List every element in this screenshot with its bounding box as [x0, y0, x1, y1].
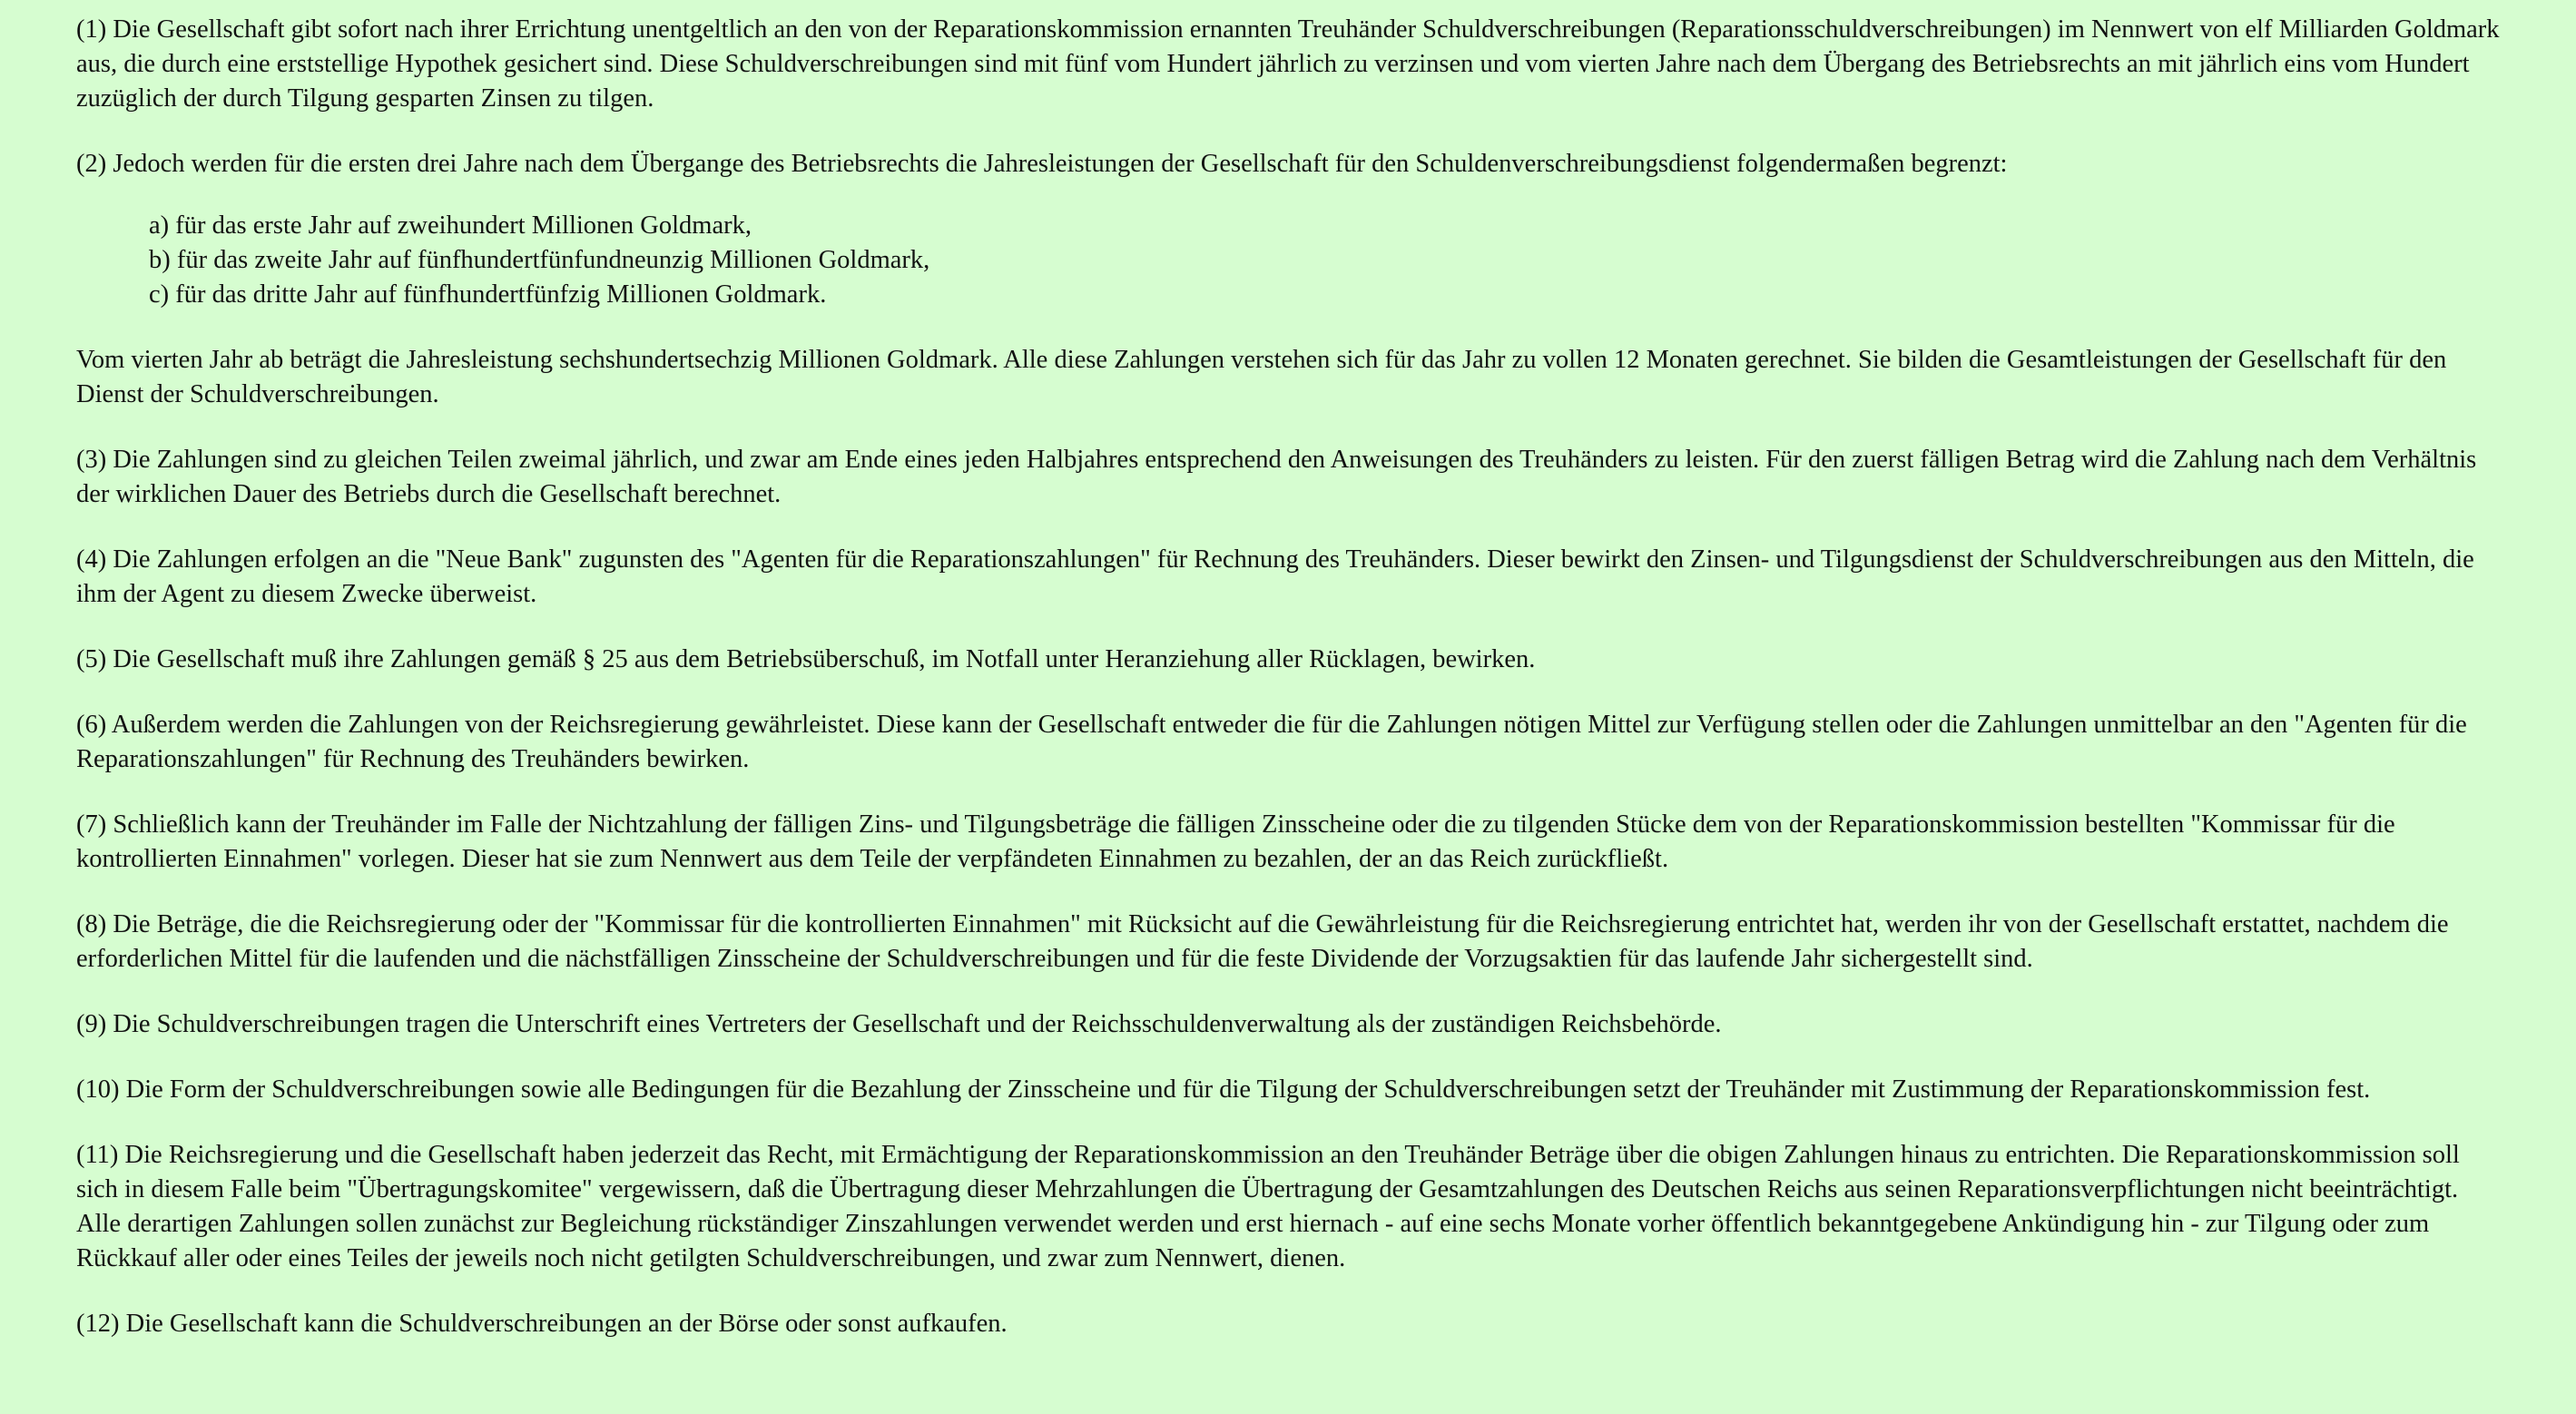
paragraph-9: (9) Die Schuldverschreibungen tragen die Unterschrift eines Vertreters der Gesellschaft und der Reichsschuldenverwaltung als der zuständigen Reichsbehörde.	[76, 1010, 1722, 1038]
paragraph-2-continued: Vom vierten Jahr ab beträgt die Jahresleistung sechshundertsechzig Millionen Goldmark. Alle diese Zahlungen verstehen sich für das Jahr zu vollen 12 Monaten gerechnet. Sie bilden die Gesamtleistungen der Gesellschaft für den Dienst der Schuldverschreibungen.	[76, 346, 2447, 408]
list-item: a) für das erste Jahr auf zweihundert Millionen Goldmark,	[149, 211, 752, 240]
payment-limit-list	[76, 209, 2500, 312]
paragraph-3: (3) Die Zahlungen sind zu gleichen Teilen zweimal jährlich, und zwar am Ende eines jeden Halbjahres entsprechend den Anweisungen des Treuhänders zu leisten. Für den zuerst fälligen Betrag wird die Zahlung nach dem Verhältnis der wirklichen Dauer des Betriebs durch die Gesellschaft berechnet.	[76, 446, 2477, 508]
paragraph-2: (2) Jedoch werden für die ersten drei Jahre nach dem Übergange des Betriebsrechts die Jahresleistungen der Gesellschaft für den Schuldenverschreibungsdienst folgendermaßen begrenzt:	[76, 150, 2008, 178]
paragraph-7: (7) Schließlich kann der Treuhänder im Falle der Nichtzahlung der fälligen Zins- und Tilgungsbeträge die fälligen Zinsscheine oder die zu tilgenden Stücke dem von der Reparationskommission bestellten "Kommissar für die kontrollierten Einnahmen" vorlegen. Dieser hat sie zum Nennwert aus dem Teile der verpfändeten Einnahmen zu bezahlen, der an das Reich zurückfließt.	[76, 810, 2395, 873]
list-item: b) für das zweite Jahr auf fünfhundertfünfundneunzig Millionen Goldmark,	[149, 246, 930, 274]
paragraph-11: (11) Die Reichsregierung und die Gesellschaft haben jederzeit das Recht, mit Ermächtigung der Reparationskommission an den Treuhänder Beträge über die obigen Zahlungen hinaus zu entrichten. Die Reparationskommission soll sich in diesem Falle beim "Übertragungskomitee" vergewissern, daß die Übertragung dieser Mehrzahlungen die Übertragung der Gesamtzahlungen des Deutschen Reichs aus seinen Reparationsverpflichtungen nicht beeinträchtigt. Alle derartigen Zahlungen sollen zunächst zur Begleichung rückständiger Zinszahlungen verwendet werden und erst hiernach - auf eine sechs Monate vorher öffentlich bekanntgegebene Ankündigung hin - zur Tilgung oder zum Rückkauf aller oder eines Teiles der jeweils noch nicht getilgten Schuldverschreibungen, und zwar zum Nennwert, dienen.	[76, 1141, 2460, 1272]
paragraph-6: (6) Außerdem werden die Zahlungen von der Reichsregierung gewährleistet. Diese kann der Gesellschaft entweder die für die Zahlungen nötigen Mittel zur Verfügung stellen oder die Zahlungen unmittelbar an den "Agenten für die Reparationszahlungen" für Rechnung des Treuhänders bewirken.	[76, 711, 2467, 773]
paragraph-1: (1) Die Gesellschaft gibt sofort nach ihrer Errichtung unentgeltlich an den von der Reparationskommission ernannten Treuhänder Schuldverschreibungen (Reparationsschuldverschreibungen) im Nennwert von elf Milliarden Goldmark aus, die durch eine erststellige Hypothek gesichert sind. Diese Schuldverschreibungen sind mit fünf vom Hundert jährlich zu verzinsen und vom vierten Jahre nach dem Übergang des Betriebsrechts an mit jährlich eins vom Hundert zuzüglich der durch Tilgung gesparten Zinsen zu tilgen.	[76, 15, 2500, 113]
paragraph-8: (8) Die Beträge, die die Reichsregierung oder der "Kommissar für die kontrollierten Einnahmen" mit Rücksicht auf die Gewährleistung für die Reichsregierung entrichtet hat, werden ihr von der Gesellschaft erstattet, nachdem die erforderlichen Mittel für die laufenden und die nächstfälligen Zinsscheine der Schuldverschreibungen und für die feste Dividende der Vorzugsaktien für das laufende Jahr sichergestellt sind.	[76, 910, 2449, 973]
paragraph-4: (4) Die Zahlungen erfolgen an die "Neue Bank" zugunsten des "Agenten für die Reparationszahlungen" für Rechnung des Treuhänders. Dieser bewirkt den Zinsen- und Tilgungsdienst der Schuldverschreibungen aus den Mitteln, die ihm der Agent zu diesem Zwecke überweist.	[76, 545, 2474, 608]
list-item: c) für das dritte Jahr auf fünfhundertfünfzig Millionen Goldmark.	[149, 280, 827, 309]
paragraph-10: (10) Die Form der Schuldverschreibungen sowie alle Bedingungen für die Bezahlung der Zinsscheine und für die Tilgung der Schuldverschreibungen setzt der Treuhänder mit Zustimmung der Reparationskommission fest.	[76, 1075, 2371, 1104]
paragraph-5: (5) Die Gesellschaft muß ihre Zahlungen gemäß § 25 aus dem Betriebsüberschuß, im Notfall unter Heranziehung aller Rücklagen, bewirken.	[76, 645, 1536, 673]
document-body	[76, 13, 2500, 1372]
paragraph-12: (12) Die Gesellschaft kann die Schuldverschreibungen an der Börse oder sonst aufkaufen.	[76, 1310, 1008, 1338]
